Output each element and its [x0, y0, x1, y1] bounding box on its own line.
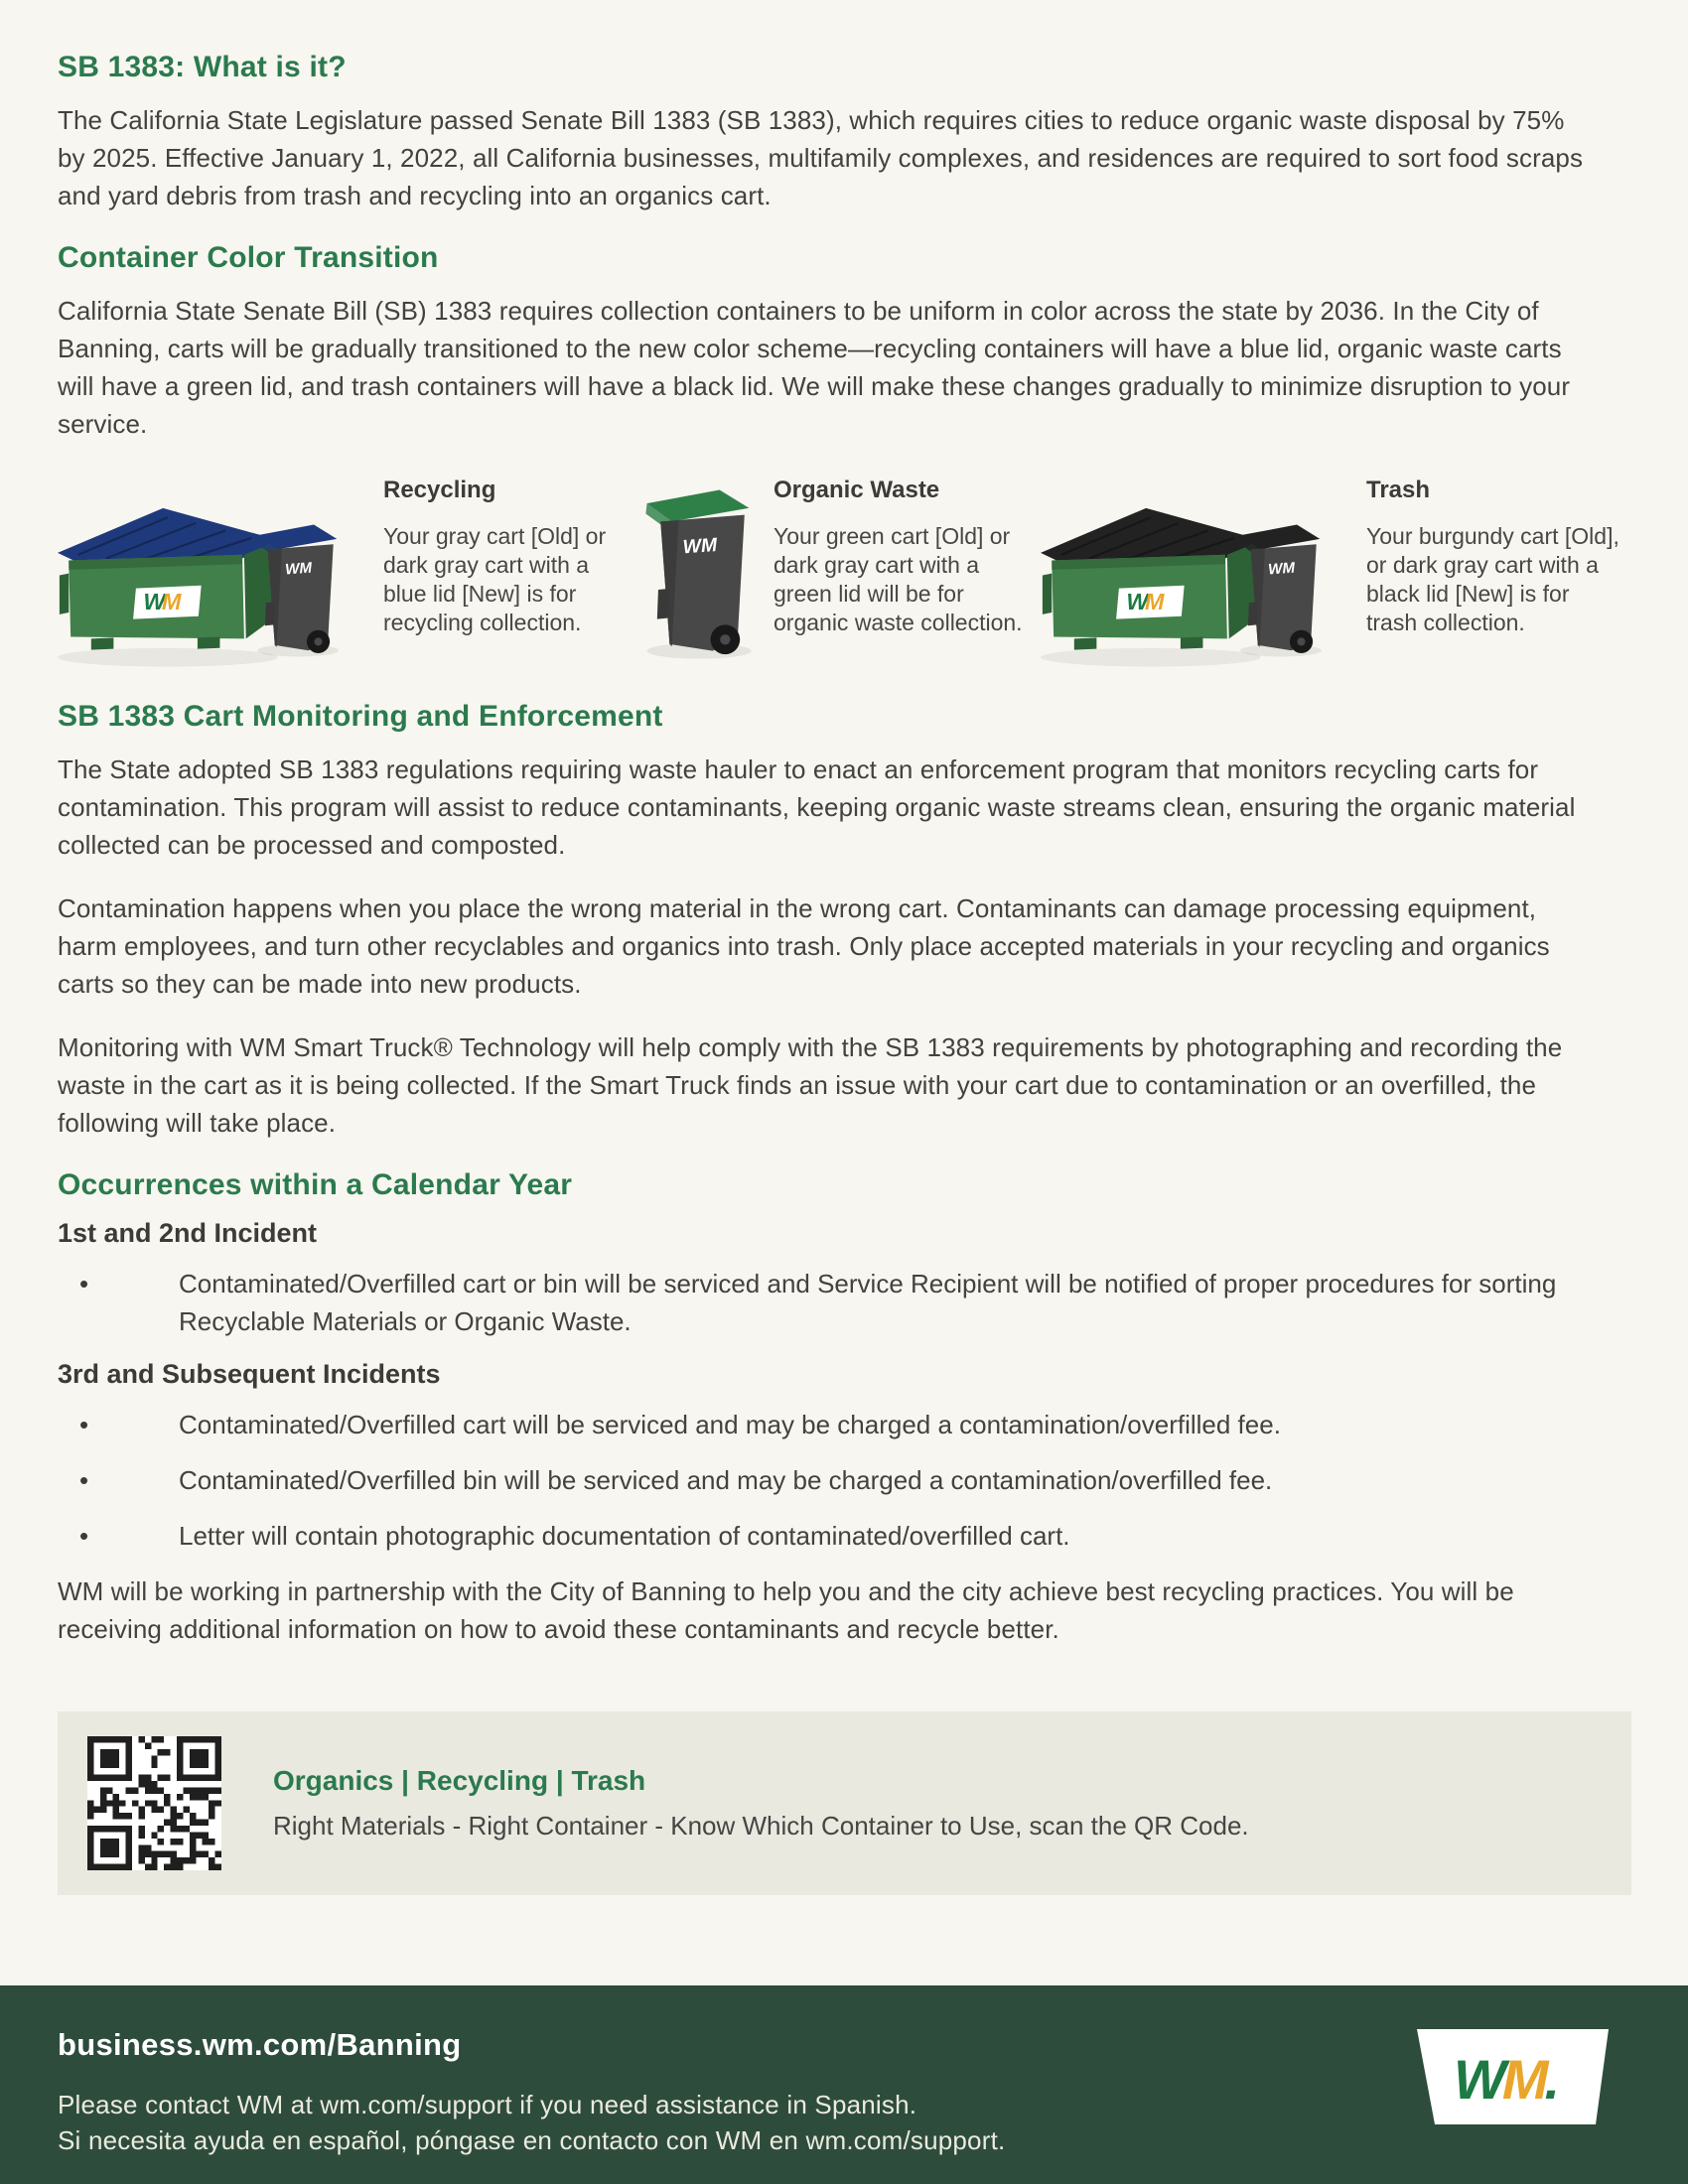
section-heading-monitoring: SB 1383 Cart Monitoring and Enforcement — [58, 700, 663, 733]
section-heading-color-transition: Container Color Transition — [58, 241, 439, 274]
paragraph-monitoring-2: Contamination happens when you place the wrong material in the wrong cart. Contaminants can damage processing equipment, harm employees, and turn other recyclables and organics into trash. Only place accepted materials in your recycling and organics carts so they can be made into new products. — [58, 893, 1550, 999]
paragraph-closing: WM will be working in partnership with the City of Banning to help you and the city achieve best recycling practices. You will be receiving additional information on how to avoid these contaminants and recycle better. — [58, 1576, 1514, 1644]
paragraph-color-transition: California State Senate Bill (SB) 1383 requires collection containers to be uniform in color across the state by 2036. In the City of Banning, carts will be gradually transitioned to the new color scheme—recycling containers will have a blue lid, organic waste carts will have a green lid, and trash containers will have a black lid. We will make these changes gradually to minimize disruption to your service. — [58, 296, 1571, 439]
subheading-third-subsequent-incidents: 3rd and Subsequent Incidents — [58, 1359, 441, 1389]
list-item: • Contaminated/Overfilled cart or bin will be serviced and Service Recipient will be notified of proper procedures for sorting Recyclable Materials or Organic Waste. — [58, 1265, 1607, 1340]
section-heading-occurrences: Occurrences within a Calendar Year — [58, 1168, 573, 1201]
figure-trash-text — [1366, 471, 1626, 637]
first-second-incident-list — [58, 1265, 1607, 1340]
figure-organic-waste-text — [774, 471, 1030, 637]
figure-recycling — [58, 471, 632, 679]
qr-box-subtext: Right Materials - Right Container - Know Which Container to Use, scan the QR Code. — [273, 1811, 1249, 1841]
subheading-first-second-incident: 1st and 2nd Incident — [58, 1218, 318, 1248]
qr-box-text — [273, 1765, 1249, 1842]
third-subsequent-incidents-list — [58, 1406, 1607, 1555]
paragraph-monitoring-1: The State adopted SB 1383 regulations requiring waste hauler to enact an enforcement program that monitors recycling carts for contamination. This program will assist to reduce contaminants, keeping organic waste streams clean, ensuring the organic material collected can be processed and composted. — [58, 754, 1576, 860]
footer-url: business.wm.com/Banning — [58, 2027, 462, 2062]
figure-trash-caption: Your burgundy cart [Old], or dark gray cart with a black lid [New] is for trash collection. — [1366, 523, 1619, 635]
figure-trash — [1041, 471, 1626, 679]
figure-trash-label: Trash — [1366, 477, 1431, 503]
qr-info-box — [58, 1711, 1631, 1895]
recycling-dumpster-cart-illustration — [58, 471, 365, 679]
trash-dumpster-cart-illustration — [1041, 471, 1348, 679]
svg-text:WM.: WM. — [1454, 2048, 1557, 2111]
qr-box-heading: Organics | Recycling | Trash — [273, 1765, 646, 1796]
figure-organic-waste-label: Organic Waste — [774, 477, 940, 503]
list-item: • Contaminated/Overfilled bin will be serviced and may be charged a contamination/overfilled fee. — [58, 1461, 1607, 1499]
organic-waste-cart-illustration — [642, 471, 754, 669]
footer-contact-line-es: Si necesita ayuda en español, póngase en contacto con WM en wm.com/support. — [58, 2125, 1006, 2155]
paragraph-monitoring-3: Monitoring with WM Smart Truck® Technology will help comply with the SB 1383 requirements by photographing and recording the waste in the cart as it is being collected. If the Smart Truck finds an issue with your cart due to contamination or an overfilled, the following will take place. — [58, 1032, 1563, 1138]
footer-contact-line-en: Please contact WM at wm.com/support if you need assistance in Spanish. — [58, 2090, 917, 2119]
figure-recycling-text — [383, 471, 632, 637]
wm-logo — [1410, 2029, 1609, 2124]
figure-organic-waste — [642, 471, 1030, 669]
section-heading-what-is-it: SB 1383: What is it? — [58, 51, 347, 83]
list-item: • Contaminated/Overfilled cart will be serviced and may be charged a contamination/overfilled fee. — [58, 1406, 1607, 1443]
container-figures-row — [58, 471, 1626, 679]
footer — [0, 1985, 1688, 2184]
figure-recycling-label: Recycling — [383, 477, 496, 503]
paragraph-what-is-it: The California State Legislature passed Senate Bill 1383 (SB 1383), which requires cities to reduce organic waste disposal by 75% by 2025. Effective January 1, 2022, all California businesses, multifamily complexes, and residences are required to sort food scraps and yard debris from trash and recycling into an organics cart. — [58, 105, 1584, 210]
figure-recycling-caption: Your gray cart [Old] or dark gray cart with a blue lid [New] is for recycling collection. — [383, 523, 607, 635]
list-item: • Letter will contain photographic documentation of contaminated/overfilled cart. — [58, 1517, 1607, 1555]
qr-code — [87, 1736, 221, 1870]
figure-organic-waste-caption: Your green cart [Old] or dark gray cart with a green lid will be for organic waste collection. — [774, 523, 1023, 635]
